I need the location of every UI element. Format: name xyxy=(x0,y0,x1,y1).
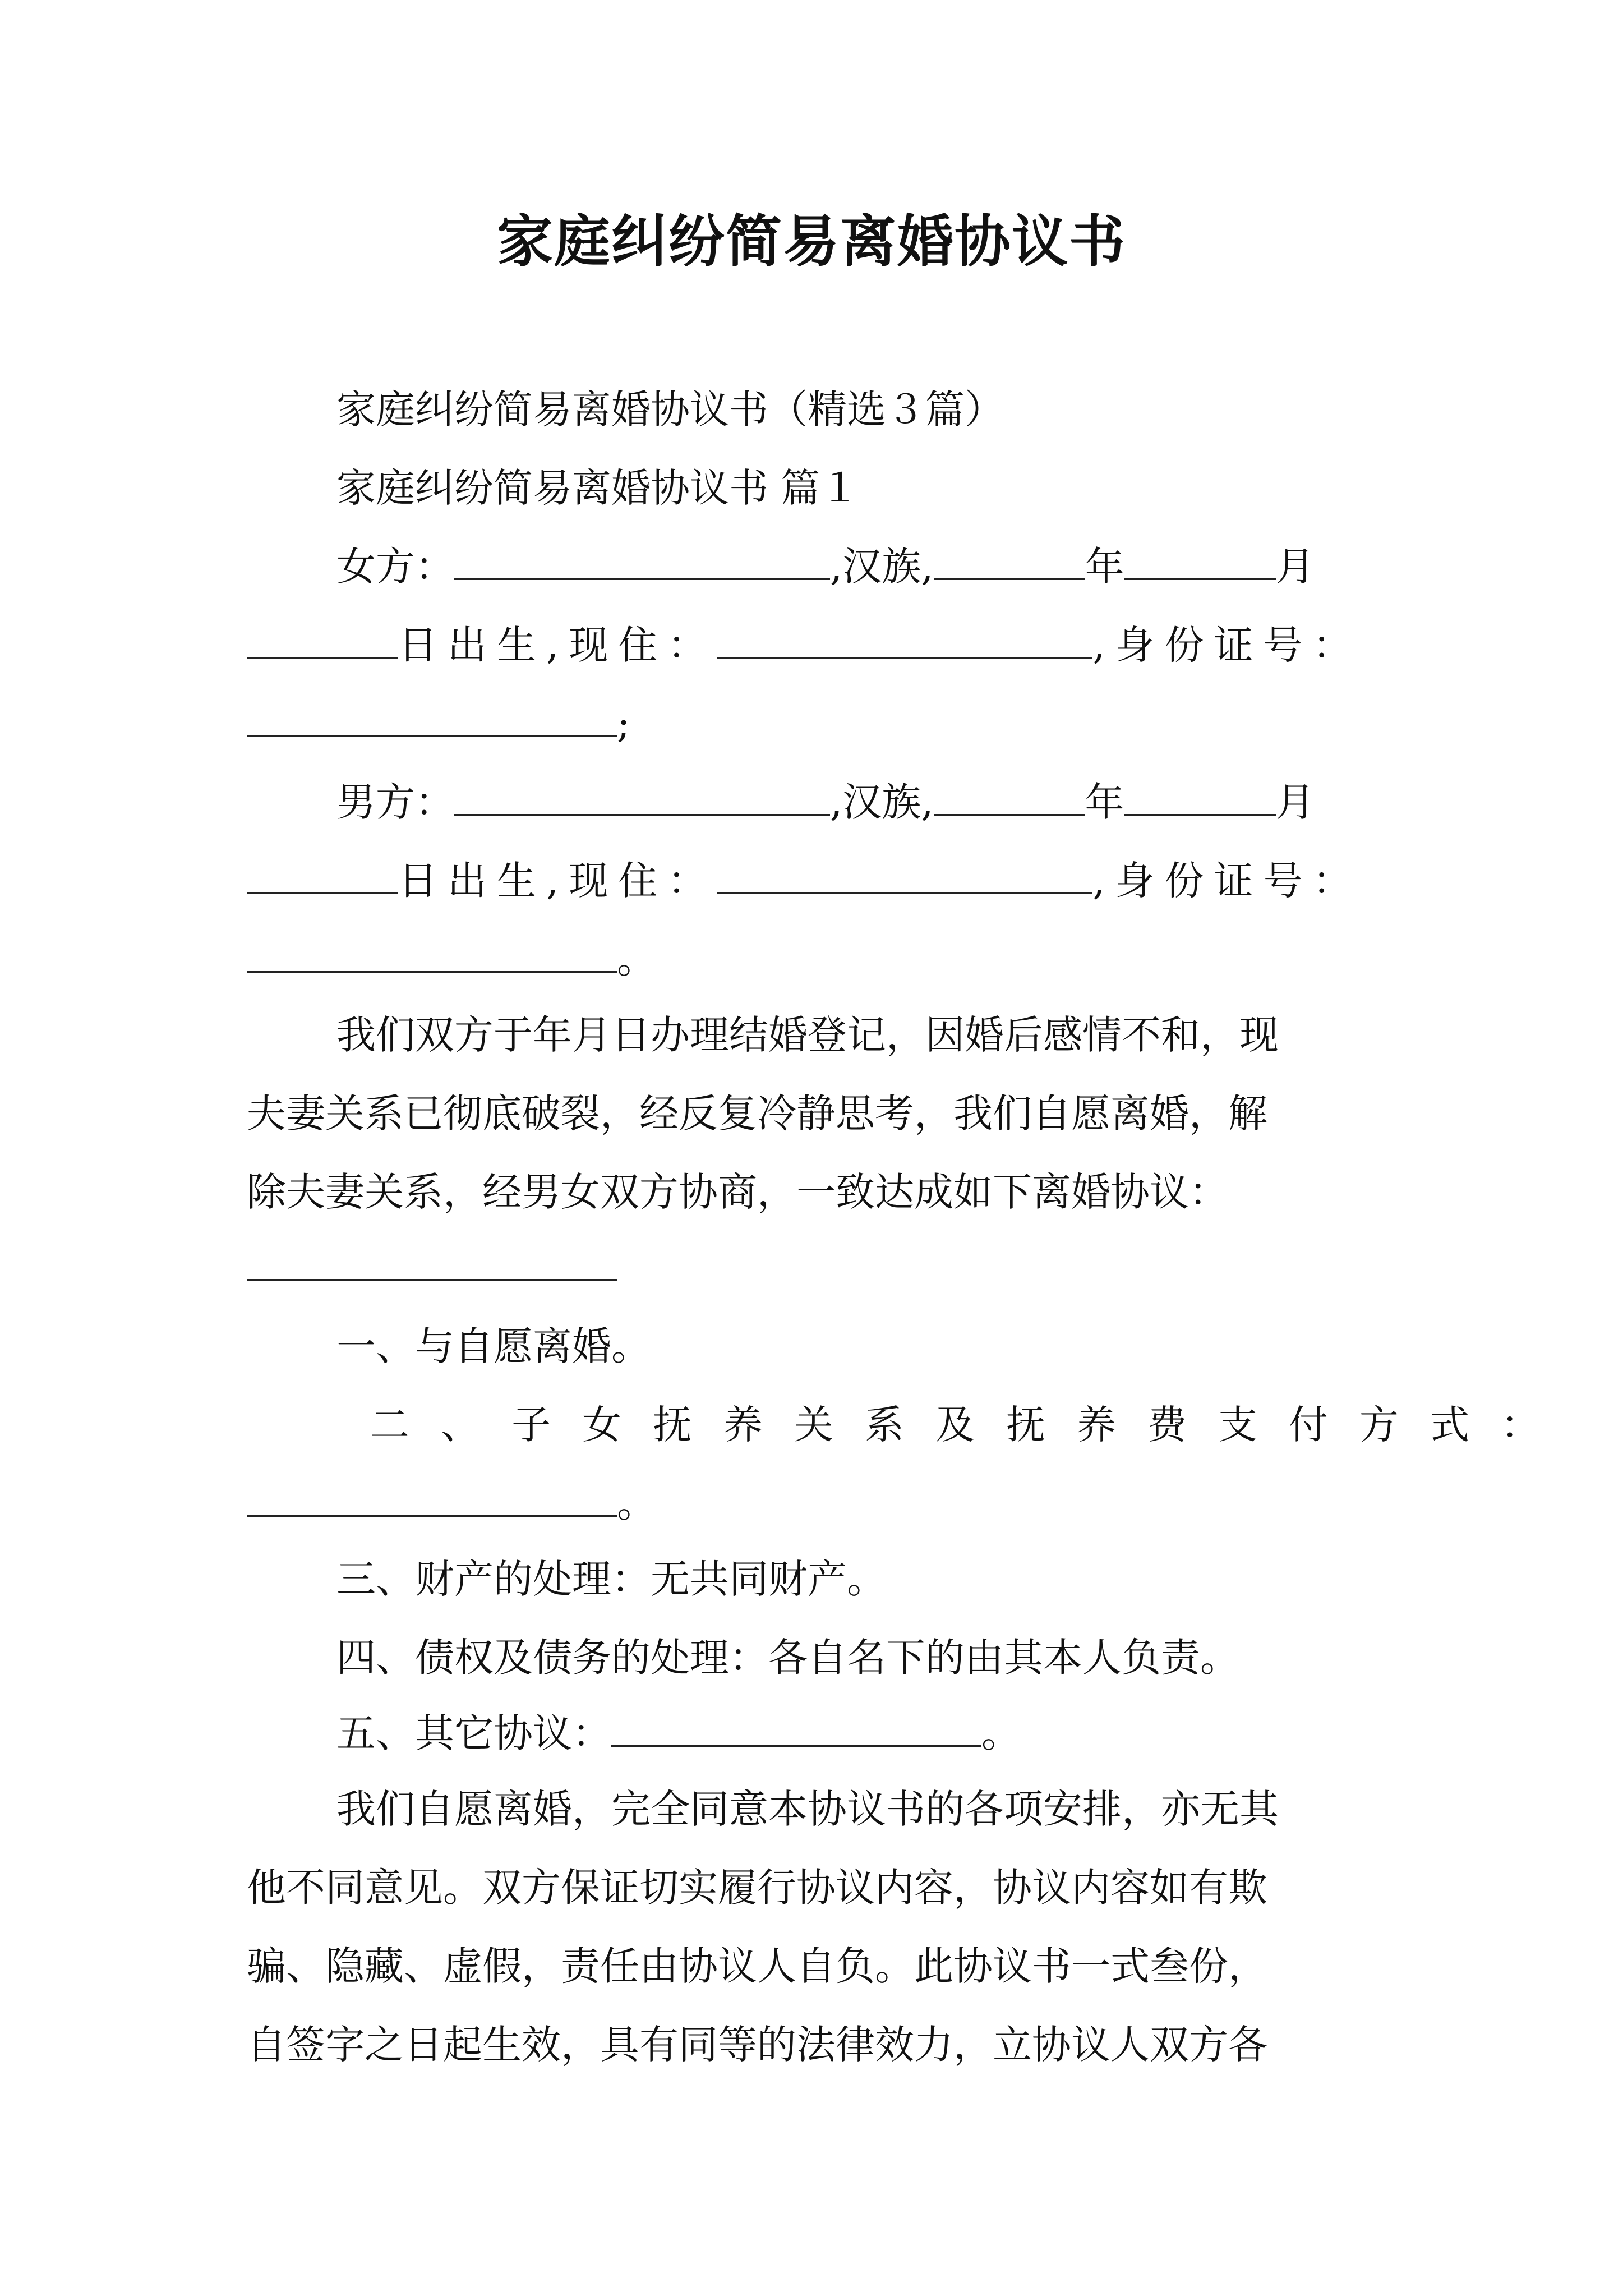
subtitle: 家庭纠纷简易离婚协议书（精选３篇） xyxy=(336,386,1004,432)
agreement-blank xyxy=(247,1279,617,1281)
male-id-blank xyxy=(247,932,617,973)
female-id-blank xyxy=(247,696,617,737)
female-birth-month-blank xyxy=(1124,539,1276,580)
document-title: 家庭纠纷简易离婚协议书 xyxy=(497,208,1126,274)
clause-five xyxy=(336,1705,1021,1761)
female-born-label: 日出生,现住： xyxy=(398,622,717,668)
section-heading: 家庭纠纷简易离婚协议书 篇１ xyxy=(336,465,860,511)
clause-two-line-2 xyxy=(247,1475,656,1531)
male-line-3 xyxy=(247,931,656,987)
intro-line-3: 除夫妻关系，经男女双方协商，一致达成如下离婚协议： xyxy=(247,1169,1228,1215)
clause-five-end: 。 xyxy=(981,1710,1021,1756)
clause-two-end: 。 xyxy=(617,1480,656,1526)
female-address-blank xyxy=(717,618,1092,659)
other-agreement-blank xyxy=(611,1706,981,1747)
male-address-blank xyxy=(717,853,1092,894)
female-birth-year-blank xyxy=(934,539,1085,580)
female-birth-day-blank xyxy=(247,618,398,659)
female-id-label: ,身份证号： xyxy=(1092,622,1362,668)
male-month-label: 月 xyxy=(1275,779,1315,825)
male-ethnicity: ,汉族, xyxy=(830,779,934,825)
clause-two-text: 二、子女抚养关系及抚养费支付方式： xyxy=(370,1402,1571,1448)
male-birth-day-blank xyxy=(247,853,398,894)
intro-line-1: 我们双方于年月日办理结婚登记，因婚后感情不和，现 xyxy=(336,1012,1279,1058)
male-birth-year-blank xyxy=(934,775,1085,816)
female-line-1 xyxy=(336,539,1315,595)
custody-blank xyxy=(247,1476,617,1517)
female-end-punct: ; xyxy=(617,701,630,747)
male-born-label: 日出生,现住： xyxy=(398,858,717,904)
male-end-punct: 。 xyxy=(617,936,656,982)
male-id-label: ,身份证号： xyxy=(1092,858,1362,904)
closing-line-1: 我们自愿离婚，完全同意本协议书的各项安排，亦无其 xyxy=(336,1786,1279,1832)
male-name-blank xyxy=(454,775,830,816)
closing-line-2: 他不同意见。双方保证切实履行协议内容，协议内容如有欺 xyxy=(247,1865,1267,1911)
male-label: 男方： xyxy=(336,779,454,825)
clause-one: 一、与自愿离婚。 xyxy=(336,1323,651,1369)
clause-three: 三、财产的处理：无共同财产。 xyxy=(336,1556,886,1602)
male-line-1 xyxy=(336,774,1315,830)
closing-line-4: 自签字之日起生效，具有同等的法律效力，立协议人双方各 xyxy=(247,2022,1267,2068)
female-month-label: 月 xyxy=(1275,544,1315,590)
male-birth-month-blank xyxy=(1124,775,1276,816)
female-ethnicity: ,汉族, xyxy=(830,544,934,590)
intro-line-2: 夫妻关系已彻底破裂，经反复冷静思考，我们自愿离婚，解 xyxy=(247,1091,1267,1137)
female-label: 女方： xyxy=(336,544,454,590)
closing-line-3: 骗、隐藏、虚假，责任由协议人自负。此协议书一式叁份， xyxy=(247,1943,1267,1989)
male-line-2 xyxy=(247,853,1362,909)
clause-two xyxy=(370,1397,1571,1453)
female-year-label: 年 xyxy=(1085,544,1124,590)
clause-four: 四、债权及债务的处理：各自名下的由其本人负责。 xyxy=(336,1635,1239,1681)
clause-five-label: 五、其它协议： xyxy=(336,1710,611,1756)
female-line-2 xyxy=(247,617,1362,673)
female-line-3 xyxy=(247,696,630,752)
male-year-label: 年 xyxy=(1085,779,1124,825)
female-name-blank xyxy=(454,539,830,580)
